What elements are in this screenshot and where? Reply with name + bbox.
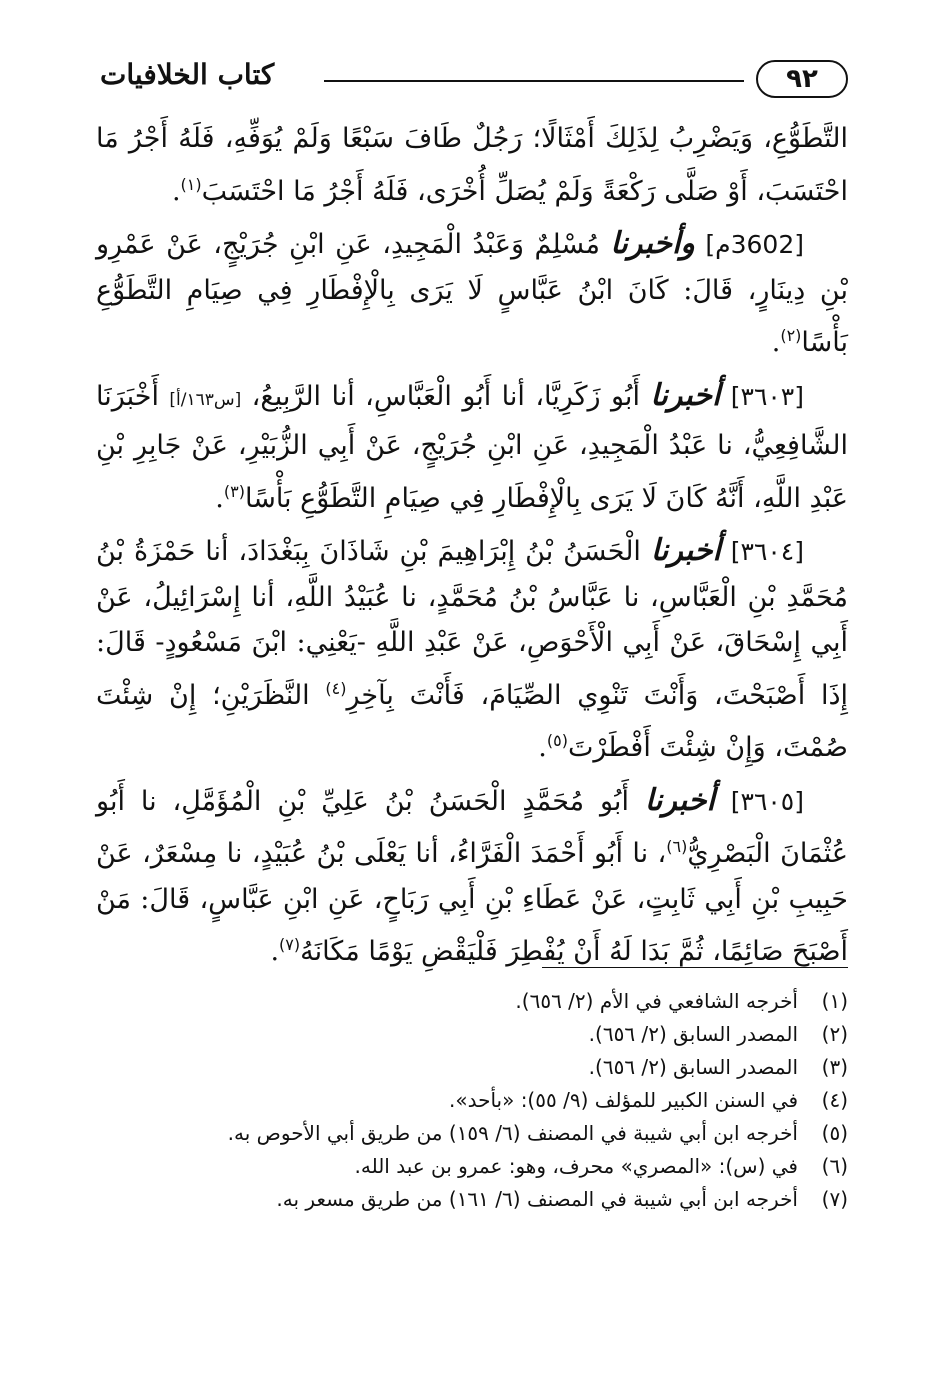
hadith-lead-word: أخبرنا xyxy=(650,377,721,413)
footnote-text: المصدر السابق (٢/ ٦٥٦). xyxy=(588,1055,798,1079)
footnote-separator xyxy=(542,967,848,968)
text-segment: . xyxy=(270,936,280,967)
header-rule xyxy=(324,80,744,82)
footnote-text: أخرجه ابن أبي شيبة في المصنف (٦/ ١٦١) من طريق مسعر به. xyxy=(276,1187,798,1211)
text-segment: . xyxy=(215,482,224,514)
hadith-number: [3602م] xyxy=(705,230,804,259)
paragraph xyxy=(96,116,848,214)
text-segment: الْحَسَنُ بْنُ إِبْرَاهِيمَ بْنِ شَاذَانَ بِبَغْدَادَ، أنا حَمْزَةُ بْنُ مُحَمَّدِ بْنِ الْعَبَّاسِ، نا عَبَّاسُ بْنُ مُحَمَّدٍ، نا عُبَيْدُ اللَّهِ، أنا إِسْرَائِيلُ، عَنْ أَبِي إِسْحَاقَ، عَنْ أَبِي الْأَحْوَصِ، عَنْ عَبْدِ اللَّهِ -يَعْنِي: ابْنَ مَسْعُودٍ- قَالَ: إِذَا أَصْبَحْتَ، وَأَنْتَ تَنْوِي الصِّيَامَ، فَأَنْتَ بِآخِرِ xyxy=(96,536,848,711)
text-segment: أَخْبَرَنَا الشَّافِعِيُّ، نا عَبْدُ الْمَجِيدِ، عَنِ ابْنِ جُرَيْجٍ، عَنْ أَبِي الزُّبَيْرِ، عَنْ جَابِرِ بْنِ عَبْدِ اللَّهِ، أَنَّهُ كَانَ لَا يَرَى بِالْإِفْطَارِ فِي صِيَامِ التَّطَوُّعِ بَأْسًا xyxy=(96,380,848,514)
footnote-marker: (٣) xyxy=(223,481,245,501)
footnote-number: (١) xyxy=(821,989,848,1013)
manuscript-reference: [س١٦٣/أ] xyxy=(169,389,242,410)
text-segment: أَبُو مُحَمَّدٍ الْحَسَنُ بْنُ عَلِيِّ بْنِ الْمُؤَمَّلِ، نا أَبُو عُثْمَانَ الْبَصْرِيُّ xyxy=(96,785,848,869)
footnote xyxy=(96,1117,848,1150)
text-segment: . xyxy=(538,732,547,763)
footnote-marker: (٧) xyxy=(279,935,301,954)
footnote-marker: (٦) xyxy=(666,837,688,856)
hadith-number: [٣٦٠٣] xyxy=(730,381,804,411)
hadith-number: [٣٦٠٥] xyxy=(730,786,804,816)
footnote-number: (٤) xyxy=(821,1088,848,1112)
book-title: كتاب الخلافيات xyxy=(100,58,275,91)
footnote xyxy=(96,1183,848,1216)
footnote-text: أخرجه الشافعي في الأم (٢/ ٦٥٦). xyxy=(515,989,798,1013)
footnote-text: في (س): «المصري» محرف، وهو: عمرو بن عبد الله. xyxy=(354,1154,798,1178)
hadith-lead-word: أخبرنا xyxy=(650,533,721,568)
text-segment: أَبُو زَكَرِيَّا، أنا أَبُو الْعَبَّاسِ، أنا الرَّبِيعُ، xyxy=(241,380,651,412)
footnote xyxy=(96,1018,848,1051)
footnote-marker: (٥) xyxy=(546,731,568,750)
footnote xyxy=(96,1150,848,1183)
text-segment: مُسْلِمٌ وَعَبْدُ الْمَجِيدِ، عَنِ ابْنِ جُرَيْجٍ، عَنْ عَمْرِو بْنِ دِينَارٍ، قَالَ: كَانَ ابْنُ عَبَّاسٍ لَا يَرَى بِالْإِفْطَارِ فِي صِيَامِ التَّطَوُّعِ بَأْسًا xyxy=(96,229,848,358)
page-number: ٩٢ xyxy=(786,64,818,94)
text-segment: النَّظَرَيْنِ؛ إِنْ شِئْتَ صُمْتَ، وَإِنْ شِئْتَ أَفْطَرْتَ xyxy=(96,679,848,763)
footnote-text: المصدر السابق (٢/ ٦٥٦). xyxy=(588,1022,798,1046)
footnote xyxy=(96,1084,848,1117)
body-text xyxy=(96,116,848,982)
paragraph xyxy=(96,528,848,771)
footnotes xyxy=(96,985,848,1216)
hadith-lead-word: أخبرنا xyxy=(644,782,715,818)
page-header xyxy=(100,58,848,106)
text-segment: التَّطَوُّعِ، وَيَضْرِبُ لِذَلِكَ أَمْثَالًا؛ رَجُلٌ طَافَ سَبْعًا وَلَمْ يُوَفِّهِ، فَلَهُ أَجْرُ مَا احْتَسَبَ، أَوْ صَلَّى رَكْعَةً وَلَمْ يُصَلِّ أُخْرَى، فَلَهُ أَجْرُ مَا احْتَسَبَ xyxy=(96,123,848,207)
text-segment: . xyxy=(771,327,781,358)
footnote-number: (٦) xyxy=(821,1154,848,1178)
page-number-badge xyxy=(756,60,848,98)
footnote-number: (٣) xyxy=(821,1055,848,1079)
hadith-lead-word: وأخبرنا xyxy=(610,226,695,261)
footnote xyxy=(96,1051,848,1084)
paragraph xyxy=(96,221,848,366)
paragraph xyxy=(96,778,848,975)
text-segment: . xyxy=(171,175,181,207)
footnote-number: (٥) xyxy=(821,1121,848,1145)
text-segment: ، نا أَبُو أَحْمَدَ الْفَرَّاءُ، أنا يَعْلَى بْنُ عُبَيْدٍ، نا مِسْعَرٌ، عَنْ حَبِيبِ بْنِ أَبِي ثَابِتٍ، عَنْ عَطَاءِ بْنِ أَبِي رَبَاحٍ، عَنِ ابْنِ عَبَّاسٍ، قَالَ: مَنْ أَصْبَحَ صَائِمًا، ثُمَّ بَدَا لَهُ أَنْ يُفْطِرَ فَلْيَقْضِ يَوْمًا مَكَانَهُ xyxy=(96,838,848,967)
footnote-marker: (٢) xyxy=(780,326,802,345)
paragraph xyxy=(96,373,848,522)
footnote-number: (٧) xyxy=(821,1187,848,1211)
footnote xyxy=(96,985,848,1018)
footnote-marker: (٤) xyxy=(325,678,347,698)
footnote-marker: (١) xyxy=(180,174,202,194)
footnote-text: أخرجه ابن أبي شيبة في المصنف (٦/ ١٥٩) من طريق أبي الأحوص به. xyxy=(227,1121,798,1145)
hadith-number: [٣٦٠٤] xyxy=(730,537,804,566)
footnote-number: (٢) xyxy=(821,1022,848,1046)
footnote-text: في السنن الكبير للمؤلف (٩/ ٥٥): «بأحد». xyxy=(448,1088,798,1112)
